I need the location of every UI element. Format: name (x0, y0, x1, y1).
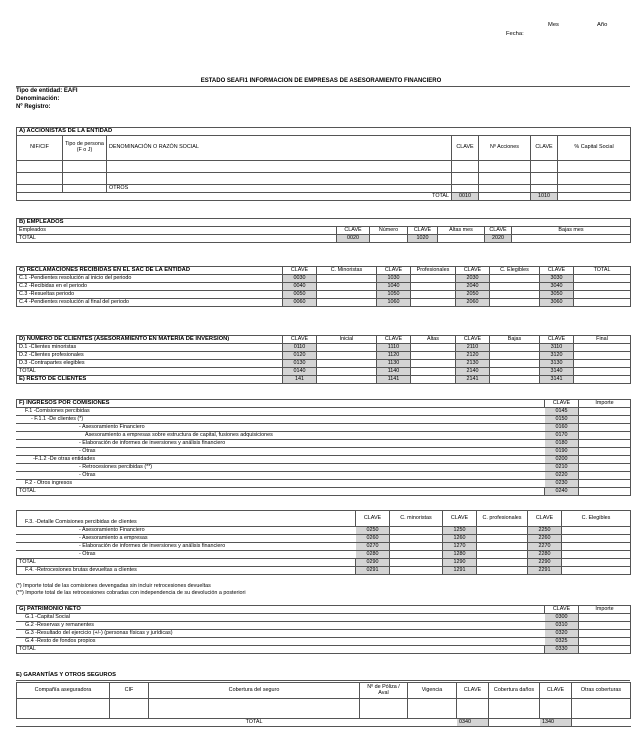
table-row: G.2 -Reservas y remanentes (17, 622, 545, 630)
key-cell: 0190 (545, 448, 579, 456)
col-insurer: Compañía aseguradora (17, 683, 110, 699)
key-1340: 1340 (540, 719, 572, 727)
employees-table (16, 218, 631, 243)
col-key: CLAVE (456, 336, 490, 344)
employees-total: TOTAL (17, 235, 337, 243)
date-label: Fecha: (506, 31, 524, 37)
key-cell: 2280 (528, 551, 562, 559)
table-row: Asesoramiento a empresas sobre estructura de capital, fusiones adquisiciones (17, 432, 545, 440)
key-cell: 2060 (456, 299, 490, 307)
section-divider (16, 680, 630, 681)
title-divider (16, 86, 630, 87)
key-cell: 0145 (545, 408, 579, 416)
key-cell: 3030 (540, 275, 574, 283)
key-cell: 0060 (283, 299, 317, 307)
key-cell: 1250 (443, 527, 477, 535)
col-key: CLAVE (452, 136, 479, 161)
key-cell: 2290 (528, 559, 562, 567)
table-row: C.4 -Pendientes resolución al final del periodo (17, 299, 283, 307)
table-row: - Asesoramiento a empresas (17, 535, 356, 543)
key-cell: 141 (283, 376, 317, 384)
key-cell: 1260 (443, 535, 477, 543)
key-cell: 0140 (283, 368, 317, 376)
detail-title: F.3. -Detalle Comisiones percibidas de clientes (17, 511, 356, 527)
key-cell: 0250 (356, 527, 390, 535)
table-row: C.3 -Resueltas periodo (17, 291, 283, 299)
key-cell: 2030 (456, 275, 490, 283)
col-hires: Altas mes (438, 227, 485, 235)
col-final: Final (574, 336, 631, 344)
table-row: - Otras (17, 448, 545, 456)
col-key: CLAVE (377, 336, 411, 344)
col-eligible: C. Elegibles (562, 511, 631, 527)
key-cell: 1291 (443, 567, 477, 575)
col-validity: Vigencia (408, 683, 457, 699)
section-c-title: C) RECLAMACIONES RECIBIDAS EN EL SAC DE LA ENTIDAD (17, 267, 283, 275)
section-g-title: G) PATRIMONIO NETO (17, 606, 545, 614)
col-key2: CLAVE (408, 227, 438, 235)
key-cell: 2260 (528, 535, 562, 543)
col-nif: NIF/CIF (17, 136, 63, 161)
table-row: D.3 -Contrapartes elegibles (17, 360, 283, 368)
key-cell: 2050 (456, 291, 490, 299)
key-cell: 3140 (540, 368, 574, 376)
footnote-1: (*) Importe total de las comisiones devengadas sin incluir retrocesiones devueltas (16, 583, 211, 589)
section-a-title: A) ACCIONISTAS DE LA ENTIDAD (17, 128, 631, 136)
key-cell: 0050 (283, 291, 317, 299)
col-damage-coverage: Cobertura daños (489, 683, 540, 699)
key-cell: 2040 (456, 283, 490, 291)
key-cell: 0230 (545, 480, 579, 488)
key-cell: 2250 (528, 527, 562, 535)
fees-table (16, 399, 631, 496)
key-cell: 0330 (545, 646, 579, 654)
table-row: TOTAL (17, 646, 545, 654)
key-cell: 1050 (377, 291, 411, 299)
shareholders-table (16, 127, 631, 201)
section-f-title: F) INGRESOS POR COMISIONES (17, 400, 545, 408)
table-row: - Asesoramiento Financiero (17, 527, 356, 535)
key-cell: 0150 (545, 416, 579, 424)
col-retail: C. minoristas (390, 511, 443, 527)
key-cell: 2140 (456, 368, 490, 376)
col-key: CLAVE (540, 683, 572, 699)
employees-label: Empleados (17, 227, 337, 235)
key-cell: 0300 (545, 614, 579, 622)
table-row: - Elaboración de informes de inversiones y análisis financiero (17, 543, 356, 551)
table-row: C.1 -Pendientes resolución al inicio del periodo (17, 275, 283, 283)
table-row: F.2 - Otros ingresos (17, 480, 545, 488)
table-row: -F.1.2 -De otras entidades (17, 456, 545, 464)
col-amount: Importe (579, 400, 631, 408)
key-cell: 1290 (443, 559, 477, 567)
col-key: CLAVE (545, 606, 579, 614)
key-cell: 2291 (528, 567, 562, 575)
key-cell: 1110 (377, 344, 411, 352)
col-coverage: Cobertura del seguro (149, 683, 360, 699)
table-row: TOTAL (17, 368, 283, 376)
key-cell: 0200 (545, 456, 579, 464)
table-row: G.4 -Resto de fondos propios (17, 638, 545, 646)
section-e-title: E) GARANTÍAS Y OTROS SEGUROS (16, 672, 116, 678)
key-cell: 1270 (443, 543, 477, 551)
key-cell: 0291 (356, 567, 390, 575)
key-cell: 2120 (456, 352, 490, 360)
key-cell: 3050 (540, 291, 574, 299)
table-row: - Elaboración de informes de inversiones y análisis financiero (17, 440, 545, 448)
section-b-title: B) EMPLEADOS (17, 219, 631, 227)
col-key: CLAVE (540, 267, 574, 275)
key-cell: 0130 (283, 360, 317, 368)
clients-table (16, 335, 631, 384)
col-removals: Bajas (490, 336, 540, 344)
col-key: CLAVE (377, 267, 411, 275)
key-cell: 0030 (283, 275, 317, 283)
key-cell: 0270 (356, 543, 390, 551)
col-professional: C. profesionales (477, 511, 528, 527)
table-row: - Retrocesiones percibidas (**) (17, 464, 545, 472)
col-cif: CIF (110, 683, 149, 699)
key-cell: 0325 (545, 638, 579, 646)
col-key2: CLAVE (531, 136, 558, 161)
claims-table (16, 266, 631, 307)
col-key: CLAVE (540, 336, 574, 344)
col-eligible: C. Elegibles (490, 267, 540, 275)
col-shares: Nº Acciones (479, 136, 531, 161)
key-cell: 0110 (283, 344, 317, 352)
col-amount: Importe (579, 606, 631, 614)
total-label: TOTAL (17, 193, 452, 201)
col-other-coverage: Otras coberturas (572, 683, 631, 699)
fee-detail-table (16, 510, 631, 575)
col-professional: Profesionales (411, 267, 456, 275)
key-cell: 0280 (356, 551, 390, 559)
key-cell: 0170 (545, 432, 579, 440)
key-cell: 0210 (545, 464, 579, 472)
key-cell: 0120 (283, 352, 317, 360)
key-cell: 1141 (377, 376, 411, 384)
key-cell: 1130 (377, 360, 411, 368)
table-row: D.1 -Clientes minoristas (17, 344, 283, 352)
key-0010: 0010 (452, 193, 479, 201)
table-row: - F.1.1 -De clientes (*) (17, 416, 545, 424)
col-person-type: Tipo de persona (F o J) (63, 136, 107, 161)
key-cell: 0240 (545, 488, 579, 496)
table-row: F.4. -Retrocesiones brutas devueltas a clientes (17, 567, 356, 575)
key-cell: 0320 (545, 630, 579, 638)
col-additions: Altas (411, 336, 456, 344)
col-key: CLAVE (283, 267, 317, 275)
key-cell: 3040 (540, 283, 574, 291)
key-cell: 1040 (377, 283, 411, 291)
key-cell: 1060 (377, 299, 411, 307)
entity-name: Denominación: (16, 96, 60, 102)
footnote-2: (**) Importe total de las retrocesiones cobradas con independencia de su devolución a posteriori (16, 590, 246, 596)
key-cell: 0310 (545, 622, 579, 630)
key-cell: 0290 (356, 559, 390, 567)
col-key: CLAVE (356, 511, 390, 527)
others-row: OTROS (107, 185, 452, 193)
key-2020: 2020 (485, 235, 512, 243)
year-label: Año (597, 22, 608, 28)
key-cell: 3120 (540, 352, 574, 360)
table-row: D.2 -Clientes profesionales (17, 352, 283, 360)
table-row: TOTAL (17, 488, 545, 496)
month-label: Mes (548, 22, 559, 28)
key-cell: 1140 (377, 368, 411, 376)
table-row: - Otras (17, 551, 356, 559)
table-row: G.3 -Resultado del ejercicio (+/-) (personas físicas y jurídicas) (17, 630, 545, 638)
col-policy: Nº de Póliza / Aval (360, 683, 408, 699)
key-cell: 0260 (356, 535, 390, 543)
table-row: G.1 -Capital Social (17, 614, 545, 622)
key-1020: 1020 (408, 235, 438, 243)
key-cell: 2130 (456, 360, 490, 368)
page-title: ESTADO SEAFI1 INFORMACION DE EMPRESAS DE ASESORAMIENTO FINANCIERO (200, 78, 442, 84)
col-initial: Inicial (317, 336, 377, 344)
col-key: CLAVE (337, 227, 370, 235)
key-cell: 3110 (540, 344, 574, 352)
key-0340: 0340 (457, 719, 489, 727)
rest-clients-label: E) RESTO DE CLIENTES (17, 376, 283, 384)
key-cell: 0220 (545, 472, 579, 480)
col-key: CLAVE (456, 267, 490, 275)
col-number: Número (370, 227, 408, 235)
equity-table (16, 605, 631, 654)
key-cell: 2270 (528, 543, 562, 551)
col-key: CLAVE (443, 511, 477, 527)
col-key: CLAVE (545, 400, 579, 408)
table-row: TOTAL (17, 559, 356, 567)
key-cell: 2141 (456, 376, 490, 384)
col-key: CLAVE (283, 336, 317, 344)
key-cell: 3141 (540, 376, 574, 384)
col-key: CLAVE (457, 683, 489, 699)
col-capital: % Capital Social (558, 136, 631, 161)
key-cell: 1030 (377, 275, 411, 283)
key-cell: 1120 (377, 352, 411, 360)
col-total: TOTAL (574, 267, 631, 275)
key-cell: 2110 (456, 344, 490, 352)
section-d-title: D) NÚMERO DE CLIENTES (ASESORAMIENTO EN MATERIA DE INVERSIÓN) (17, 336, 283, 344)
key-cell: 0180 (545, 440, 579, 448)
guarantees-table (16, 682, 631, 727)
table-row: - Otras (17, 472, 545, 480)
col-key: CLAVE (528, 511, 562, 527)
col-company-name: DENOMINACIÓN O RAZÓN SOCIAL (107, 136, 452, 161)
col-retail: C. Minoristas (317, 267, 377, 275)
col-key3: CLAVE (485, 227, 512, 235)
key-cell: 1280 (443, 551, 477, 559)
table-row: C.2 -Recibidas en el periodo (17, 283, 283, 291)
guarantees-total: TOTAL (149, 719, 360, 727)
key-cell: 0040 (283, 283, 317, 291)
col-leaves: Bajas mes (512, 227, 631, 235)
table-row: - Asesoramiento Financiero (17, 424, 545, 432)
key-0020: 0020 (337, 235, 370, 243)
entity-register: Nº Registro: (16, 104, 51, 110)
table-row: F.1 -Comisiones percibidas (17, 408, 545, 416)
key-1010: 1010 (531, 193, 558, 201)
key-cell: 3060 (540, 299, 574, 307)
key-cell: 0160 (545, 424, 579, 432)
entity-type: Tipo de entidad: EAFI (16, 88, 78, 94)
key-cell: 3130 (540, 360, 574, 368)
